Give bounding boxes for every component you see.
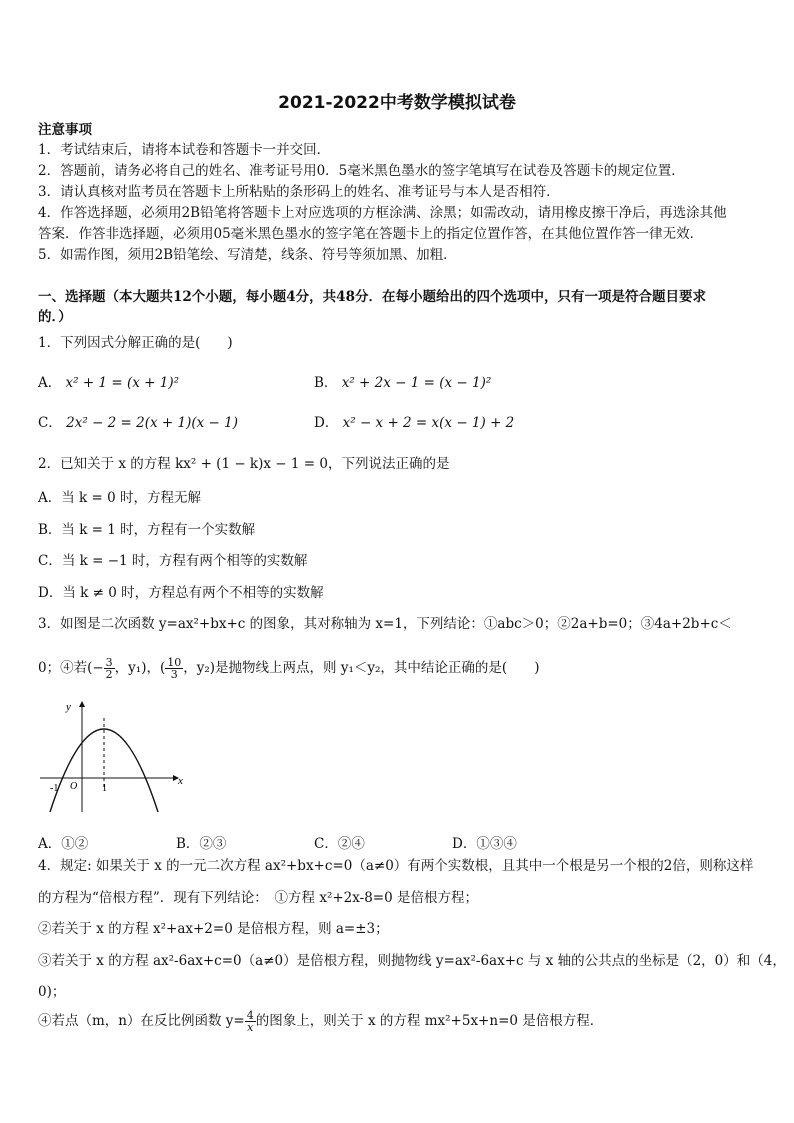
fraction-numerator: 3	[105, 656, 113, 669]
q3-line2-part-c: ，y₂)是抛物线上两点，则 y₁＜y₂，其中结论正确的是( )	[183, 660, 540, 676]
x-axis-label: x	[178, 775, 183, 787]
q1-option-b	[314, 371, 491, 391]
section-heading-line1: 一、选择题（本大题共12个小题，每小题4分，共48分．在每小题给出的四个选项中，只有一项是符合题目要求	[38, 289, 706, 305]
q4-line6-part-b: 的图象上，则关于 x 的方程 mx²+5x+n=0 是倍根方程．	[255, 1013, 604, 1029]
origin-label: O	[70, 781, 78, 792]
q3-option-c: C．②④	[314, 836, 365, 852]
notice-item: 1．考试结束后，请将本试卷和答题卡一并交回．	[38, 142, 331, 158]
q3-option-b: B．②③	[176, 836, 227, 852]
tick-label-neg-one: -1	[50, 783, 59, 794]
fraction-denominator: 2	[105, 668, 113, 681]
q1-option-d-text: x² − x + 2 = x(x − 1) + 2	[342, 415, 515, 431]
q3-stem-line2	[38, 656, 539, 680]
q4-line3: ②若关于 x 的方程 x²+ax+2=0 是倍根方程，则 a=±3；	[38, 921, 389, 937]
q3-line2-part-a: 0；④若(−	[38, 660, 104, 676]
q3-option-a: A．①②	[38, 836, 89, 852]
q4-line6	[38, 1006, 603, 1036]
q1-option-a-text: x² + 1 = (x + 1)²	[65, 375, 179, 391]
parabola-curve	[50, 729, 158, 812]
q3-fraction-1	[104, 657, 115, 680]
q3-stem-line1: 3．如图是二次函数 y=ax²+bx+c 的图象，其对称轴为 x=1，下列结论：①abc＞0；②2a+b=0；③4a+2b+c＜	[38, 616, 732, 632]
q4-fraction	[245, 1010, 256, 1033]
q4-line4: ③若关于 x 的方程 ax²-6ax+c=0（a≠0）是倍根方程，则抛物线 y=ax²-6ax+c 与 x 轴的公共点的坐标是（2，0）和（4，	[38, 953, 786, 969]
notice-item: 2．答题前，请务必将自己的姓名、准考证号用0．5毫米黑色墨水的签字笔填写在试卷及答题卡的规定位置．	[38, 163, 685, 179]
q4-line5: 0)；	[38, 984, 66, 1000]
notice-item: 4．作答选择题，必须用2B铅笔将答题卡上对应选项的方框涂满、涂黑；如需改动，请用橡皮擦干净后，再选涂其他	[38, 205, 727, 221]
q2-stem: 2．已知关于 x 的方程 kx² + (1 − k)x − 1 = 0，下列说法正确的是	[38, 456, 450, 472]
tick-label-one: 1	[102, 783, 107, 794]
q3-fraction-2	[165, 657, 183, 680]
notice-heading: 注意事项	[38, 122, 92, 138]
fraction-numerator: 4	[246, 1009, 254, 1022]
q2-option-d: D．当 k ≠ 0 时，方程总有两个不相等的实数解	[38, 585, 324, 601]
y-axis-label: y	[66, 701, 71, 713]
parabola-graph	[36, 696, 196, 816]
q2-option-b: B．当 k = 1 时，方程有一个实数解	[38, 522, 256, 538]
section-heading-line2: 的．）	[38, 309, 72, 325]
q1-option-b-text: x² + 2x − 1 = (x − 1)²	[341, 375, 492, 391]
q1-option-c-text: 2x² − 2 = 2(x + 1)(x − 1)	[66, 415, 238, 431]
q3-line2-part-b: ，y₁)，(	[114, 660, 166, 676]
q1-option-c-label: C．	[38, 415, 62, 431]
q1-option-d	[314, 411, 514, 431]
notice-item: 答案．作答非选择题，必须用05毫米黑色墨水的签字笔在答题卡上的指定位置作答，在其他位置作答一律无效．	[38, 226, 704, 242]
q2-option-c: C．当 k = −1 时，方程有两个相等的实数解	[38, 553, 308, 569]
notice-item: 3．请认真核对监考员在答题卡上所粘贴的条形码上的姓名、准考证号与本人是否相符．	[38, 184, 560, 200]
fraction-denominator: 3	[170, 668, 178, 681]
q4-line1: 4．规定: 如果关于 x 的一元二次方程 ax²+bx+c=0（a≠0）有两个实数根，且其中一个根是另一个根的2倍，则称这样	[38, 858, 754, 874]
q1-option-b-label: B．	[314, 375, 338, 391]
q4-line6-part-a: ④若点（m，n）在反比例函数 y=	[38, 1013, 245, 1029]
q4-line2: 的方程为“倍根方程”．现有下列结论： ①方程 x²+2x-8=0 是倍根方程；	[38, 890, 478, 906]
q2-option-a: A．当 k = 0 时，方程无解	[38, 490, 201, 506]
page-title: 2021-2022中考数学模拟试卷	[278, 93, 516, 113]
fraction-denominator: x	[247, 1021, 254, 1034]
q1-option-a	[38, 371, 179, 391]
q1-option-a-label: A．	[38, 375, 62, 391]
q3-option-d: D．①③④	[452, 836, 517, 852]
q1-stem: 1．下列因式分解正确的是( )	[38, 335, 233, 351]
notice-item: 5．如需作图，须用2B铅笔绘、写清楚，线条、符号等须加黑、加粗．	[38, 247, 457, 263]
q1-option-c	[38, 411, 238, 431]
q1-option-d-label: D．	[314, 415, 339, 431]
fraction-numerator: 10	[167, 656, 182, 669]
